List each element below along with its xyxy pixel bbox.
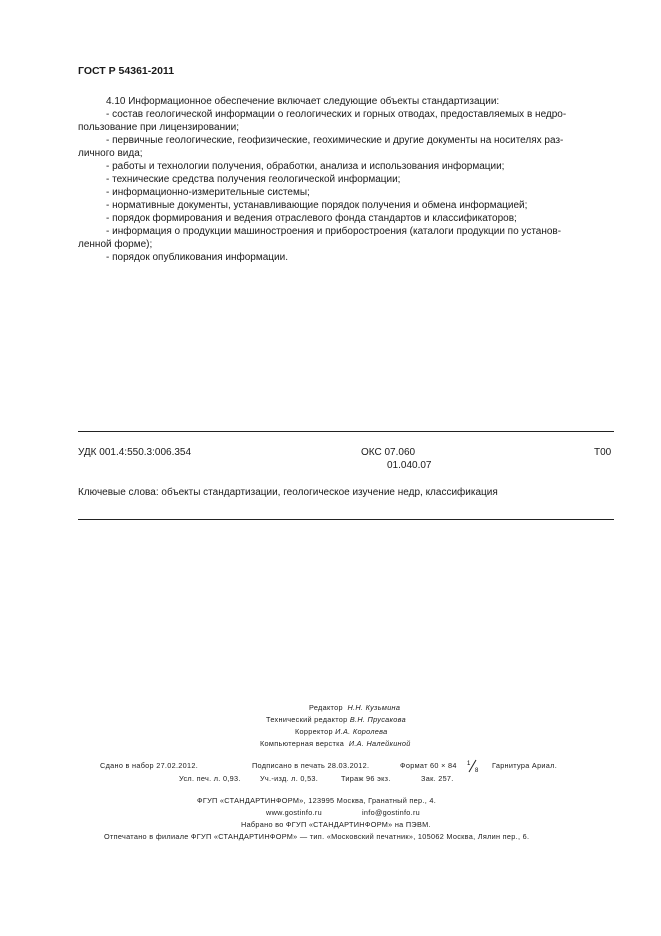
list-item: - работы и технологии получения, обработки, анализа и использования информации;: [106, 161, 505, 172]
list-item-continuation: ленной форме);: [78, 239, 153, 250]
corrector-line: Корректор И.А. Королева: [295, 727, 388, 736]
sent-date: Сдано в набор 27.02.2012.: [100, 761, 199, 770]
editor-name: Н.Н. Кузьмина: [347, 703, 401, 712]
list-item: - порядок опубликования информации.: [106, 252, 288, 263]
list-item: - порядок формирования и ведения отраслевого фонда стандартов и классификаторов;: [106, 213, 517, 224]
publisher-address: ФГУП «СТАНДАРТИНФОРМ», 123995 Москва, Гранатный пер., 4.: [197, 796, 437, 805]
publishing-sheets: Уч.-изд. л. 0,53.: [260, 774, 319, 783]
typeface: Гарнитура Ариал.: [492, 761, 558, 770]
printing-house: Отпечатано в филиале ФГУП «СТАНДАРТИНФОРМ» — тип. «Московский печатник», 105062 Москва, Лялин пер., 6.: [104, 832, 530, 841]
list-item: - состав геологической информации о геологических и горных отводах, предоставляемых в недро-: [106, 109, 567, 120]
list-item: - информационно-измерительные системы;: [106, 187, 310, 198]
udk-code: УДК 001.4:550.3:006.354: [78, 447, 192, 458]
standard-number: ГОСТ Р 54361-2011: [78, 65, 175, 77]
layout-name: И.А. Налейкиной: [348, 739, 411, 748]
format-fraction: [466, 759, 482, 773]
divider-top: [78, 431, 614, 432]
clause-4-10: 4.10 Информационное обеспечение включает следующие объекты стандартизации:: [106, 96, 500, 107]
list-item-continuation: личного вида;: [78, 148, 143, 159]
order-number: Зак. 257.: [421, 774, 454, 783]
oks-code-secondary: 01.040.07: [387, 460, 432, 471]
print-run: Тираж 96 экз.: [341, 774, 391, 783]
print-sheets: Усл. печ. л. 0,93.: [179, 774, 241, 783]
email-link[interactable]: info@gostinfo.ru: [362, 808, 421, 817]
website-link[interactable]: www.gostinfo.ru: [266, 808, 323, 817]
editor-line: Редактор Н.Н. Кузьмина: [309, 703, 401, 712]
corrector-name: И.А. Королева: [335, 727, 388, 736]
layout-line: Компьютерная верстка И.А. Налейкиной: [260, 739, 411, 748]
fraction-numerator: 1: [467, 761, 471, 767]
list-item: - первичные геологические, геофизические, геохимические и другие документы на носителях раз-: [106, 135, 564, 146]
divider-bottom: [78, 519, 614, 520]
list-item: - информация о продукции машиностроения и приборостроения (каталоги продукции по установ-: [106, 226, 562, 237]
typeset-info: Набрано во ФГУП «СТАНДАРТИНФОРМ» на ПЭВМ.: [241, 820, 431, 829]
tech-editor-line: Технический редактор В.Н. Прусакова: [266, 715, 406, 724]
paper-format: Формат 60 × 84: [400, 761, 457, 770]
tech-editor-name: В.Н. Прусакова: [349, 715, 406, 724]
list-item-continuation: пользование при лицензировании;: [78, 122, 240, 133]
list-item: - нормативные документы, устанавливающие порядок получения и обмена информацией;: [106, 200, 528, 211]
list-item: - технические средства получения геологической информации;: [106, 174, 401, 185]
fraction-denominator: 8: [475, 768, 479, 773]
oks-code: ОКС 07.060: [361, 447, 416, 458]
keywords: Ключевые слова: объекты стандартизации, геологическое изучение недр, классификация: [78, 487, 498, 498]
classification-code: Т00: [594, 447, 612, 458]
signed-date: Подписано в печать 28.03.2012.: [252, 761, 370, 770]
